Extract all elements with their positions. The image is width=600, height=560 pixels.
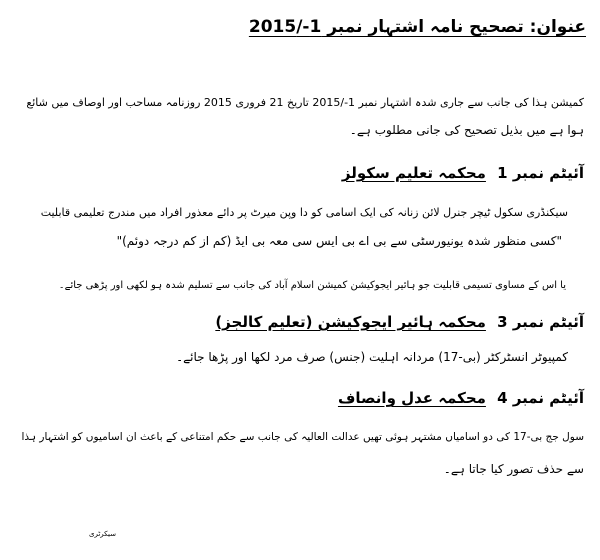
item-label: آئیٹم نمبر <box>512 313 584 331</box>
item-department: محکمہ ہائیر ایجوکیشن (تعلیم کالجز) <box>215 313 486 331</box>
item-label: آئیٹم نمبر <box>512 389 584 407</box>
item-heading-3 <box>215 313 584 331</box>
item-number: 4 <box>497 389 508 407</box>
item-department: محکمہ تعلیم سکولز <box>341 164 486 182</box>
item-number: 3 <box>497 313 508 331</box>
item-3-line-1: کمپیوٹر انسٹرکٹر (بی-17) مردانہ اہلیت (جنس) صرف مرد لکھا اور پڑھا جائے۔ <box>176 350 568 364</box>
item-department: محکمہ عدل وانصاف <box>337 389 486 407</box>
item-1-line-1: سیکنڈری سکول ٹیچر جنرل لائن زنانہ کی ایک اسامی کو دا وپن میرٹ پر دائے معذور افراد میں مندرج تعلیمی قابلیت <box>40 206 568 219</box>
signature: سیکرٹری <box>89 530 116 538</box>
item-number: 1 <box>497 164 508 182</box>
intro-line-2: ہوا ہے میں بذیل تصحیح کی جانی مطلوب ہے۔ <box>349 123 584 137</box>
item-1-line-2: "کسی منظور شدہ یونیورسٹی سے بی اے بی ایس سی معہ بی ایڈ (کم از کم درجہ دوئم)" <box>116 234 562 248</box>
item-4-line-2: سے حذف تصور کیا جاتا ہے۔ <box>443 462 584 476</box>
item-1-line-3: یا اس کے مساوی تسیمی قابلیت جو ہائیر ایجوکیشن کمیشن اسلام آباد کی جانب سے تسلیم شدہ ہو لکھی اور پڑھی جائے۔ <box>58 280 566 291</box>
item-heading-4 <box>338 389 584 407</box>
item-heading-1 <box>342 164 584 182</box>
item-4-line-1: سول جج بی-17 کی دو اسامیاں مشتہر ہوئی تھیں عدالت العالیہ کی جانب سے حکم امتناعی کے باعث ان اسامیوں کو اشتہار ہذا <box>21 431 584 443</box>
intro-line-1: کمیشن ہذا کی جانب سے جاری شدہ اشتہار نمبر 1-/2015 تاریخ 21 فروری 2015 روزنامہ مساحب اور اوصاف میں شائع <box>26 96 584 109</box>
document-title: عنوان: تصحیح نامہ اشتہار نمبر 1-/2015 <box>248 17 586 37</box>
item-label: آئیٹم نمبر <box>512 164 584 182</box>
